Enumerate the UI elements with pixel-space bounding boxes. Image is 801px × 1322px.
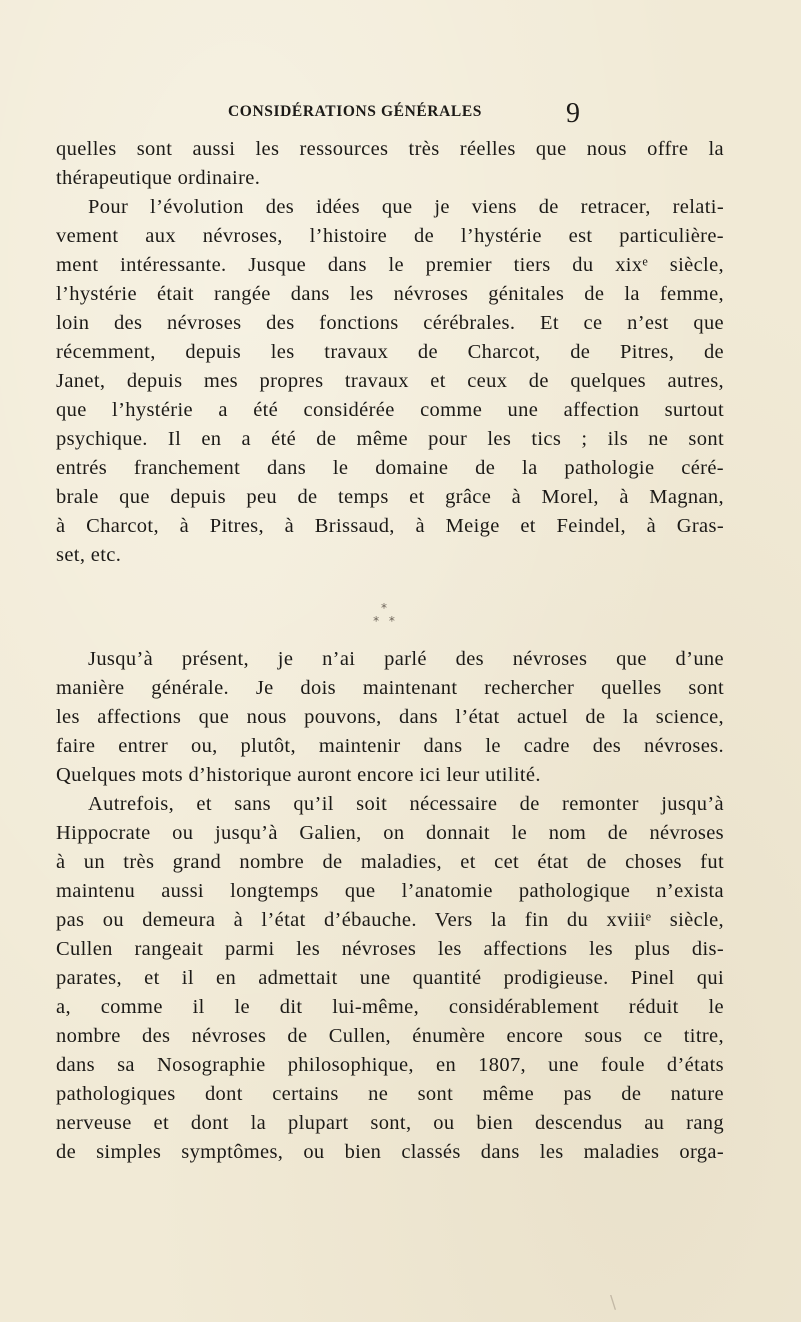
- paragraph-block-2: [56, 645, 724, 1167]
- text-line: Autrefois, et sans qu’il soit nécessaire de remonter jusqu’à: [88, 793, 724, 815]
- page-number: 9: [566, 98, 580, 129]
- text-line: vement aux névroses, l’histoire de l’hystérie est particulière-: [56, 225, 724, 247]
- text-line: pathologiques dont certains ne sont même pas de nature: [56, 1083, 724, 1105]
- text-line: récemment, depuis les travaux de Charcot, de Pitres, de: [56, 341, 724, 363]
- text-line: a, comme il le dit lui-même, considérablement réduit le: [56, 996, 724, 1018]
- text-line: Pour l’évolution des idées que je viens de retracer, relati-: [88, 196, 724, 218]
- text-line: parates, et il en admettait une quantité prodigieuse. Pinel qui: [56, 967, 724, 989]
- text-line: Janet, depuis mes propres travaux et ceux de quelques autres,: [56, 370, 724, 392]
- text-line: ment intéressante. Jusque dans le premier tiers du xixᵉ siècle,: [56, 254, 724, 276]
- running-title: CONSIDÉRATIONS GÉNÉRALES: [228, 103, 482, 120]
- asterism-top-star: *: [381, 601, 387, 615]
- text-line: thérapeutique ordinaire.: [56, 167, 261, 189]
- text-line: que l’hystérie a été considérée comme une affection surtout: [56, 399, 724, 421]
- paragraph-block-1: [56, 135, 724, 570]
- text-line: à un très grand nombre de maladies, et cet état de choses fut: [56, 851, 724, 873]
- text-line: nombre des névroses de Cullen, énumère encore sous ce titre,: [56, 1025, 724, 1047]
- text-line: Jusqu’à présent, je n’ai parlé des névroses que d’une: [88, 648, 724, 670]
- text-line: Cullen rangeait parmi les névroses les affections les plus dis-: [56, 938, 724, 960]
- text-line: faire entrer ou, plutôt, maintenir dans le cadre des névroses.: [56, 735, 724, 757]
- text-line: nerveuse et dont la plupart sont, ou bien descendus au rang: [56, 1112, 724, 1134]
- text-line: quelles sont aussi les ressources très réelles que nous offre la: [56, 138, 724, 160]
- text-line: entrés franchement dans le domaine de la pathologie céré-: [56, 457, 724, 479]
- text-line: Hippocrate ou jusqu’à Galien, on donnait le nom de névroses: [56, 822, 724, 844]
- text-line: loin des névroses des fonctions cérébrales. Et ce n’est que: [56, 312, 724, 334]
- text-line: à Charcot, à Pitres, à Brissaud, à Meige et Feindel, à Gras-: [56, 515, 724, 537]
- text-line: Quelques mots d’historique auront encore ici leur utilité.: [56, 764, 541, 786]
- asterism-right-star: *: [388, 614, 395, 628]
- text-line: psychique. Il en a été de même pour les tics ; ils ne sont: [56, 428, 724, 450]
- text-line: l’hystérie était rangée dans les névroses génitales de la femme,: [56, 283, 724, 305]
- text-line: les affections que nous pouvons, dans l’état actuel de la science,: [56, 706, 724, 728]
- text-line: dans sa Nosographie philosophique, en 1807, une foule d’états: [56, 1054, 724, 1076]
- stray-mark: \: [610, 1292, 617, 1313]
- text-line: maintenu aussi longtemps que l’anatomie pathologique n’exista: [56, 880, 724, 902]
- text-line: set, etc.: [56, 544, 122, 566]
- text-line: pas ou demeura à l’état d’ébauche. Vers la fin du xviiiᵉ siècle,: [56, 909, 724, 931]
- asterism-left-star: *: [373, 614, 380, 628]
- text-line: brale que depuis peu de temps et grâce à Morel, à Magnan,: [56, 486, 724, 508]
- asterism-ornament: [364, 602, 404, 632]
- text-line: manière générale. Je dois maintenant rechercher quelles sont: [56, 677, 724, 699]
- text-line: de simples symptômes, ou bien classés dans les maladies orga-: [56, 1141, 724, 1163]
